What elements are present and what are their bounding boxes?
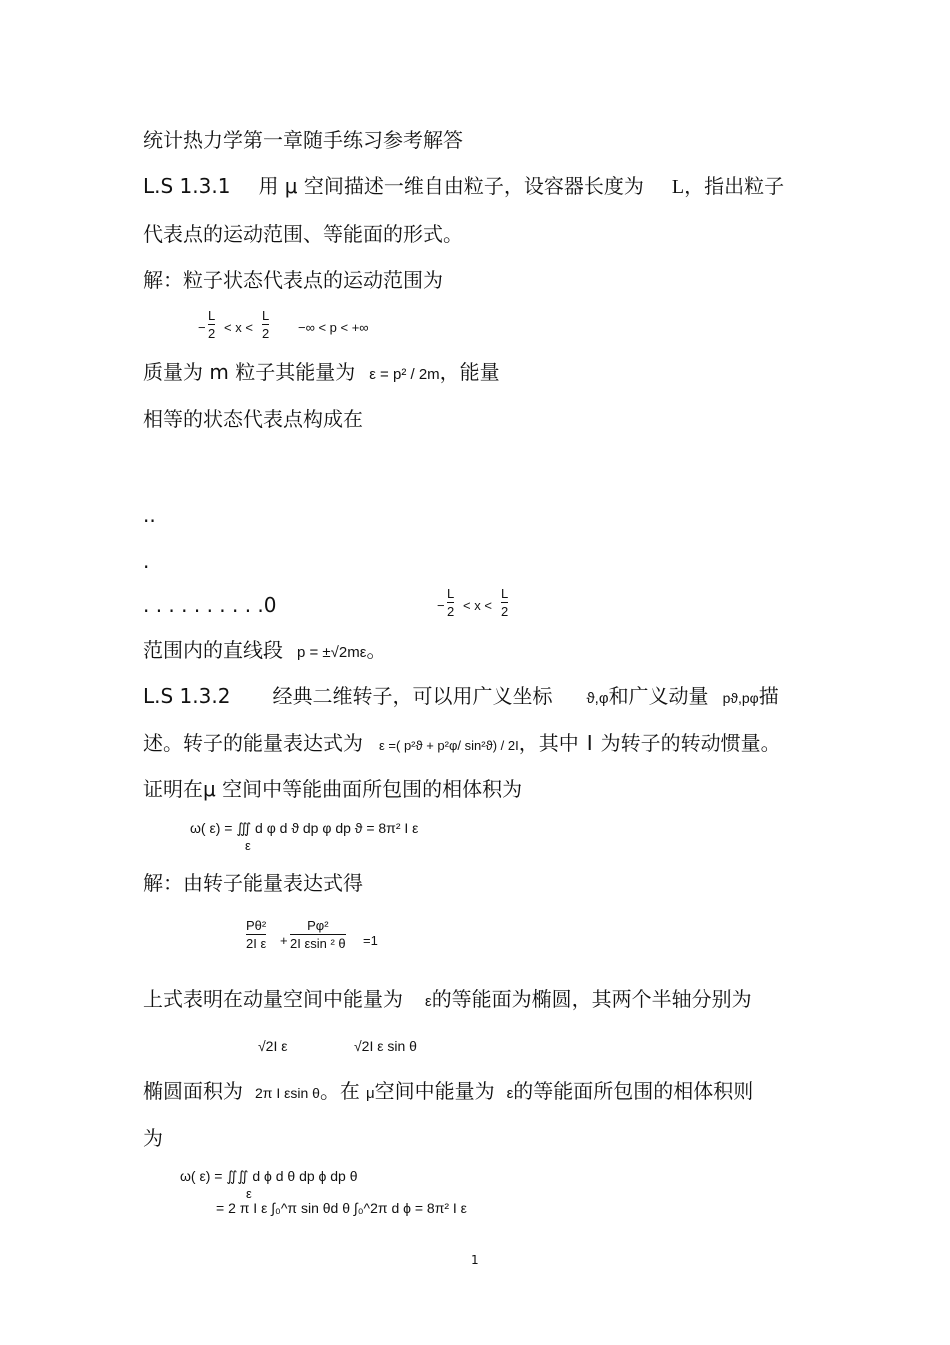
fraction-l-over-2-right-2: L 2 (501, 586, 509, 619)
problem-1-line-3: 质量为 m 粒子其能量为 ε = p² / 2m，能量 (143, 360, 500, 384)
problem-2-line-4: 上式表明在动量空间中能量为 ε的等能面为椭圆，其两个半轴分别为 (143, 987, 752, 1011)
problem-1-label: L.S 1.3.1 (143, 174, 231, 198)
generalized-coords: ϑ,φ (586, 690, 609, 707)
problem-2-line-5: 椭圆面积为 2π I εsin θ。在 μ空间中能量为 ε的等能面所包围的相体积则 (143, 1079, 754, 1103)
fraction-l-over-2-left-2: L 2 (447, 586, 455, 619)
epsilon-symbol: ε (425, 993, 432, 1010)
ellipsis-3: . . . . . . . . . .0 (143, 593, 277, 617)
ellipsis-2: . (143, 549, 150, 573)
ellipse-rhs: =1 (363, 933, 378, 948)
fraction-l-over-2-left: L 2 (208, 308, 216, 341)
problem-1-line-1 (143, 174, 784, 199)
problem-1-line-5: 范围内的直线段 p = ±√2mε。 (143, 638, 387, 662)
solution-1-intro: 解：粒子状态代表点的运动范围为 (143, 268, 443, 292)
ellipse-area-formula: 2π I εsin θ (255, 1085, 320, 1101)
phase-volume-derivation-2: = 2 π I ε ∫₀^π sin θd θ ∫₀^2π d ϕ = 8π² I ε (216, 1200, 467, 1216)
phase-volume-formula: ω( ε) = ∭ d φ d ϑ dp φ dp ϑ = 8π² I ε (190, 820, 419, 836)
range-p-inequality: −∞ < p < +∞ (298, 320, 369, 335)
mu-symbol: μ (365, 1085, 375, 1102)
range-formula-2: − L 2 < x < L 2 (437, 586, 509, 619)
problem-2-line-1: L.S 1.3.2 经典二维转子，可以用广义坐标 ϑ,φ和广义动量 pϑ,pφ描 (143, 684, 779, 708)
generalized-momenta: pϑ,pφ (722, 690, 759, 706)
rotor-energy-formula: ε =( p²ϑ + p²φ/ sin²ϑ) / 2I (379, 738, 519, 753)
problem-1-line-4: 相等的状态代表点构成在 (143, 407, 363, 431)
semi-axis-2: √2I ε sin θ (354, 1038, 417, 1054)
problem-1-line-2: 代表点的运动范围、等能面的形式。 (143, 222, 463, 246)
phase-volume-derivation-1: ω( ε) = ∬∬ d ϕ d θ dp ϕ dp θ (180, 1168, 358, 1184)
problem-1-text: 用 μ 空间描述一维自由粒子，设容器长度为 (258, 174, 644, 198)
energy-formula: ε = p² / 2m (369, 366, 440, 383)
ellipsis-1: .. (143, 503, 156, 527)
problem-2-line-6: 为 (143, 1126, 163, 1150)
semi-axis-1: √2I ε (258, 1038, 288, 1054)
phase-volume-derivation-subscript: ε (246, 1186, 252, 1201)
problem-1-text-end: ，指出粒子 (684, 174, 785, 198)
ellipse-term-2: Pφ² 2I εsin ² θ (290, 918, 346, 951)
problem-2-line-2: 述。转子的能量表达式为 ε =( p²ϑ + p²φ/ sin²ϑ) / 2I，其中 I 为转子的转动惯量。 (143, 731, 781, 755)
problem-2-label: L.S 1.3.2 (143, 684, 231, 708)
phase-volume-subscript: ε (245, 838, 251, 853)
momentum-formula: p = ±√2mε (297, 644, 367, 661)
range-x-inequality: < x < (224, 320, 253, 335)
length-symbol: L (671, 176, 685, 198)
fraction-l-over-2-right: L 2 (262, 308, 270, 341)
page-number: 1 (471, 1253, 479, 1267)
ellipse-equation: Pθ² 2I ε + Pφ² 2I εsin ² θ =1 (246, 918, 378, 951)
problem-2-line-3: 证明在μ 空间中等能曲面所包围的相体积为 (143, 777, 523, 801)
page-title: 统计热力学第一章随手练习参考解答 (143, 128, 463, 152)
ellipse-term-1: Pθ² 2I ε (246, 918, 267, 951)
range-formula: − L 2 < x < L 2 −∞ < p < +∞ (198, 308, 369, 341)
solution-2-intro: 解：由转子能量表达式得 (143, 871, 363, 895)
